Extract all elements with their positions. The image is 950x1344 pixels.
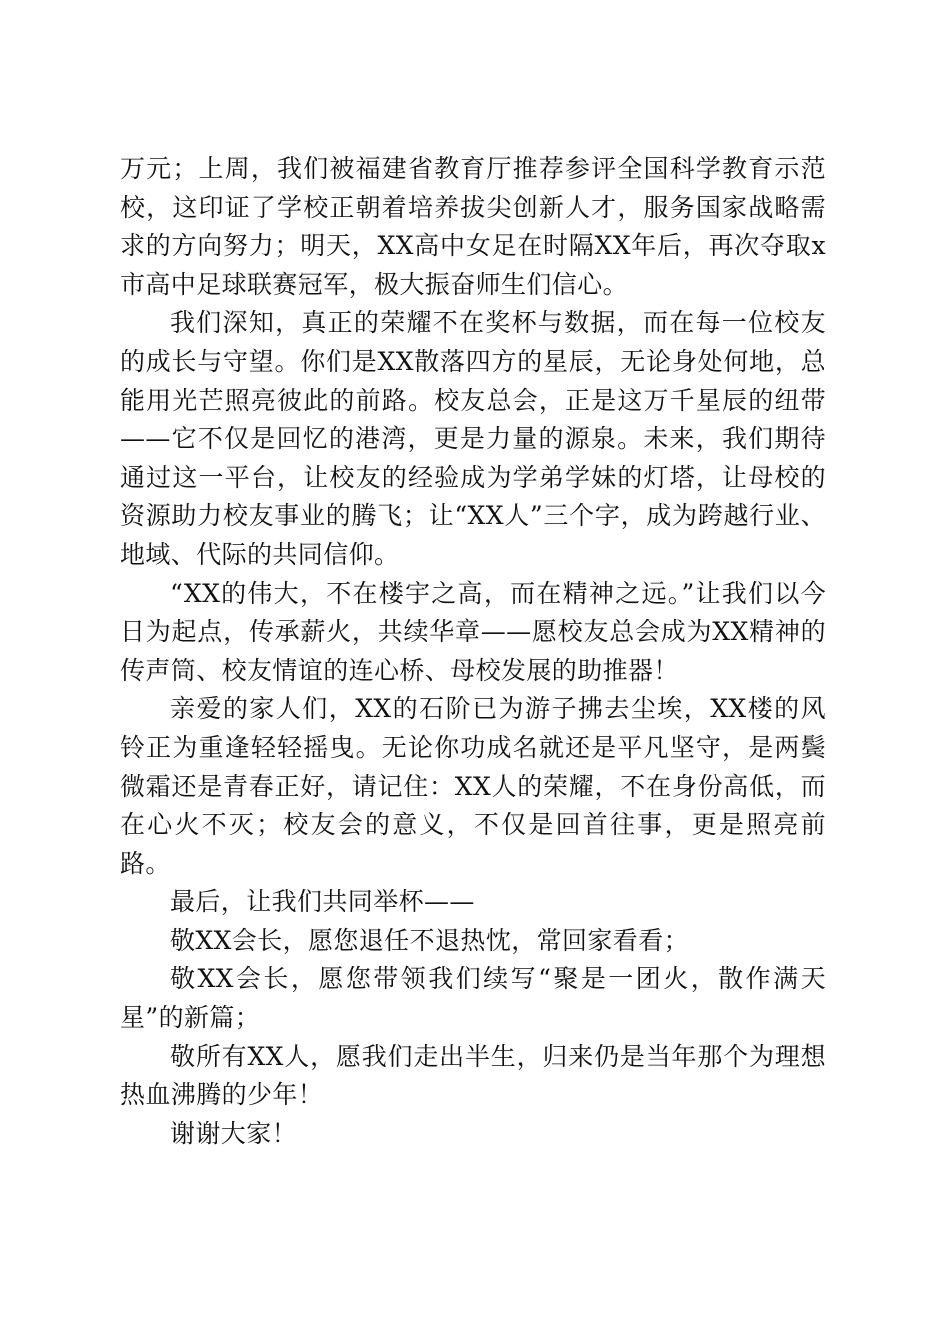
paragraph-dear-family: 亲爱的家人们，XX的石阶已为游子拂去尘埃，XX楼的风铃正为重逢轻轻摇曳。无论你功成名就还是平凡坚守，是两鬓微霜还是青春正好，请记住：XX人的荣耀，不在身份高低，而在心火不灭；校友会的意义，不仅是回首往事，更是照亮前路。 — [120, 694, 826, 878]
paragraph-continued-achievements: 万元；上周，我们被福建省教育厅推荐参评全国科学教育示范校，这印证了学校正朝着培养拔尖创新人才，服务国家战略需求的方向努力；明天，XX高中女足在时隔XX年后，再次夺取x市高中足球联赛冠军，极大振奋师生们信心。 — [120, 154, 826, 299]
paragraph-raise-glass: 最后，让我们共同举杯—— — [170, 887, 475, 917]
paragraph-toast-all: 敬所有XX人，愿我们走出半生，归来仍是当年那个为理想热血沸腾的少年！ — [120, 1041, 826, 1110]
paragraph-alumni-stars: 我们深知，真正的荣耀不在奖杯与数据，而在每一位校友的成长与守望。你们是XX散落四方的星辰，无论身处何地，总能用光芒照亮彼此的前路。校友总会，正是这万千星辰的纽带——它不仅是回忆的港湾，更是力量的源泉。未来，我们期待通过这一平台，让校友的经验成为学弟学妹的灯塔，让母校的资源助力校友事业的腾飞；让“XX人”三个字，成为跨越行业、地域、代际的共同信仰。 — [120, 308, 826, 569]
paragraph-toast-president-2: 敬XX会长，愿您带领我们续写“聚是一团火，散作满天星”的新篇； — [120, 964, 826, 1033]
paragraph-toast-president-1: 敬XX会长，愿您退任不退热忱，常回家看看； — [170, 925, 689, 955]
paragraph-thanks: 谢谢大家！ — [170, 1118, 298, 1148]
document-body — [120, 150, 826, 1153]
paragraph-greatness-quote: “XX的伟大，不在楼宇之高，而在精神之远。”让我们以今日为起点，传承薪火，共续华章——愿校友总会成为XX精神的传声筒、校友情谊的连心桥、母校发展的助推器！ — [120, 578, 826, 685]
